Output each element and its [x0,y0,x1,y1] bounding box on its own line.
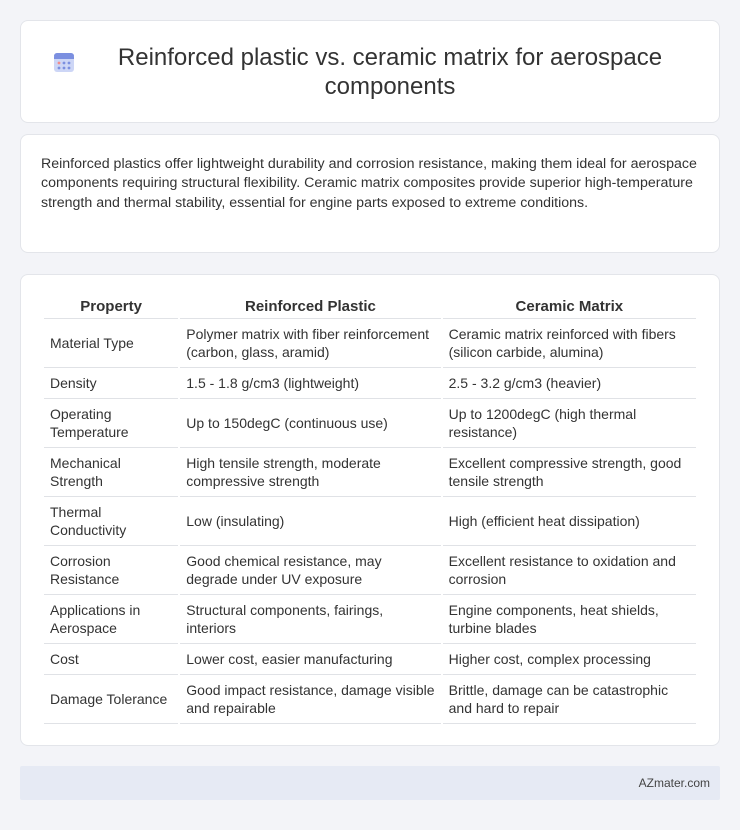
table-header-row [44,294,696,319]
row-label: Mechanical Strength [44,448,178,497]
row-label: Damage Tolerance [44,675,178,724]
row-label: Density [44,368,178,399]
page-title: Reinforced plastic vs. ceramic matrix for aerospace components [117,43,663,100]
reinforced-plastic-cell: Polymer matrix with fiber reinforcement (carbon, glass, aramid) [180,319,440,368]
table-row [44,497,696,546]
footer-bar [20,766,720,800]
table-row [44,399,696,448]
table-row [44,546,696,595]
reinforced-plastic-cell: Lower cost, easier manufacturing [180,644,440,675]
reinforced-plastic-cell: Up to 150degC (continuous use) [180,399,440,448]
table-row [44,595,696,644]
row-label: Operating Temperature [44,399,178,448]
header-reinforced-plastic: Reinforced Plastic [180,294,440,319]
reinforced-plastic-cell: High tensile strength, moderate compressive strength [180,448,440,497]
ceramic-matrix-cell: Brittle, damage can be catastrophic and hard to repair [443,675,696,724]
ceramic-matrix-cell: Up to 1200degC (high thermal resistance) [443,399,696,448]
comparison-table [42,294,698,724]
table-row [44,368,696,399]
intro-text: Reinforced plastics offer lightweight durability and corrosion resistance, making them ideal for aerospace components requiring structural flexibility. Ceramic matrix composites provide superior high-temperature strength and thermal stability, essential for engine parts exposed to extreme conditions. [41,156,697,211]
header-card [20,20,720,123]
reinforced-plastic-cell: Low (insulating) [180,497,440,546]
header-property: Property [44,294,178,319]
ceramic-matrix-cell: Higher cost, complex processing [443,644,696,675]
table-row [44,448,696,497]
reinforced-plastic-cell: Good impact resistance, damage visible and repairable [180,675,440,724]
reinforced-plastic-cell: Structural components, fairings, interiors [180,595,440,644]
reinforced-plastic-cell: Good chemical resistance, may degrade under UV exposure [180,546,440,595]
ceramic-matrix-cell: Engine components, heat shields, turbine blades [443,595,696,644]
row-label: Cost [44,644,178,675]
reinforced-plastic-cell: 1.5 - 1.8 g/cm3 (lightweight) [180,368,440,399]
calendar-icon [51,49,77,75]
ceramic-matrix-cell: Excellent resistance to oxidation and corrosion [443,546,696,595]
ceramic-matrix-cell: Ceramic matrix reinforced with fibers (silicon carbide, alumina) [443,319,696,368]
title-wrap [51,43,689,101]
header-ceramic-matrix: Ceramic Matrix [443,294,696,319]
table-row [44,644,696,675]
intro-card [20,134,720,253]
ceramic-matrix-cell: High (efficient heat dissipation) [443,497,696,546]
row-label: Applications in Aerospace [44,595,178,644]
ceramic-matrix-cell: Excellent compressive strength, good tensile strength [443,448,696,497]
row-label: Corrosion Resistance [44,546,178,595]
footer-brand[interactable]: AZmater.com [638,776,710,790]
row-label: Material Type [44,319,178,368]
row-label: Thermal Conductivity [44,497,178,546]
table-row [44,675,696,724]
ceramic-matrix-cell: 2.5 - 3.2 g/cm3 (heavier) [443,368,696,399]
table-row [44,319,696,368]
table-card [20,274,720,746]
